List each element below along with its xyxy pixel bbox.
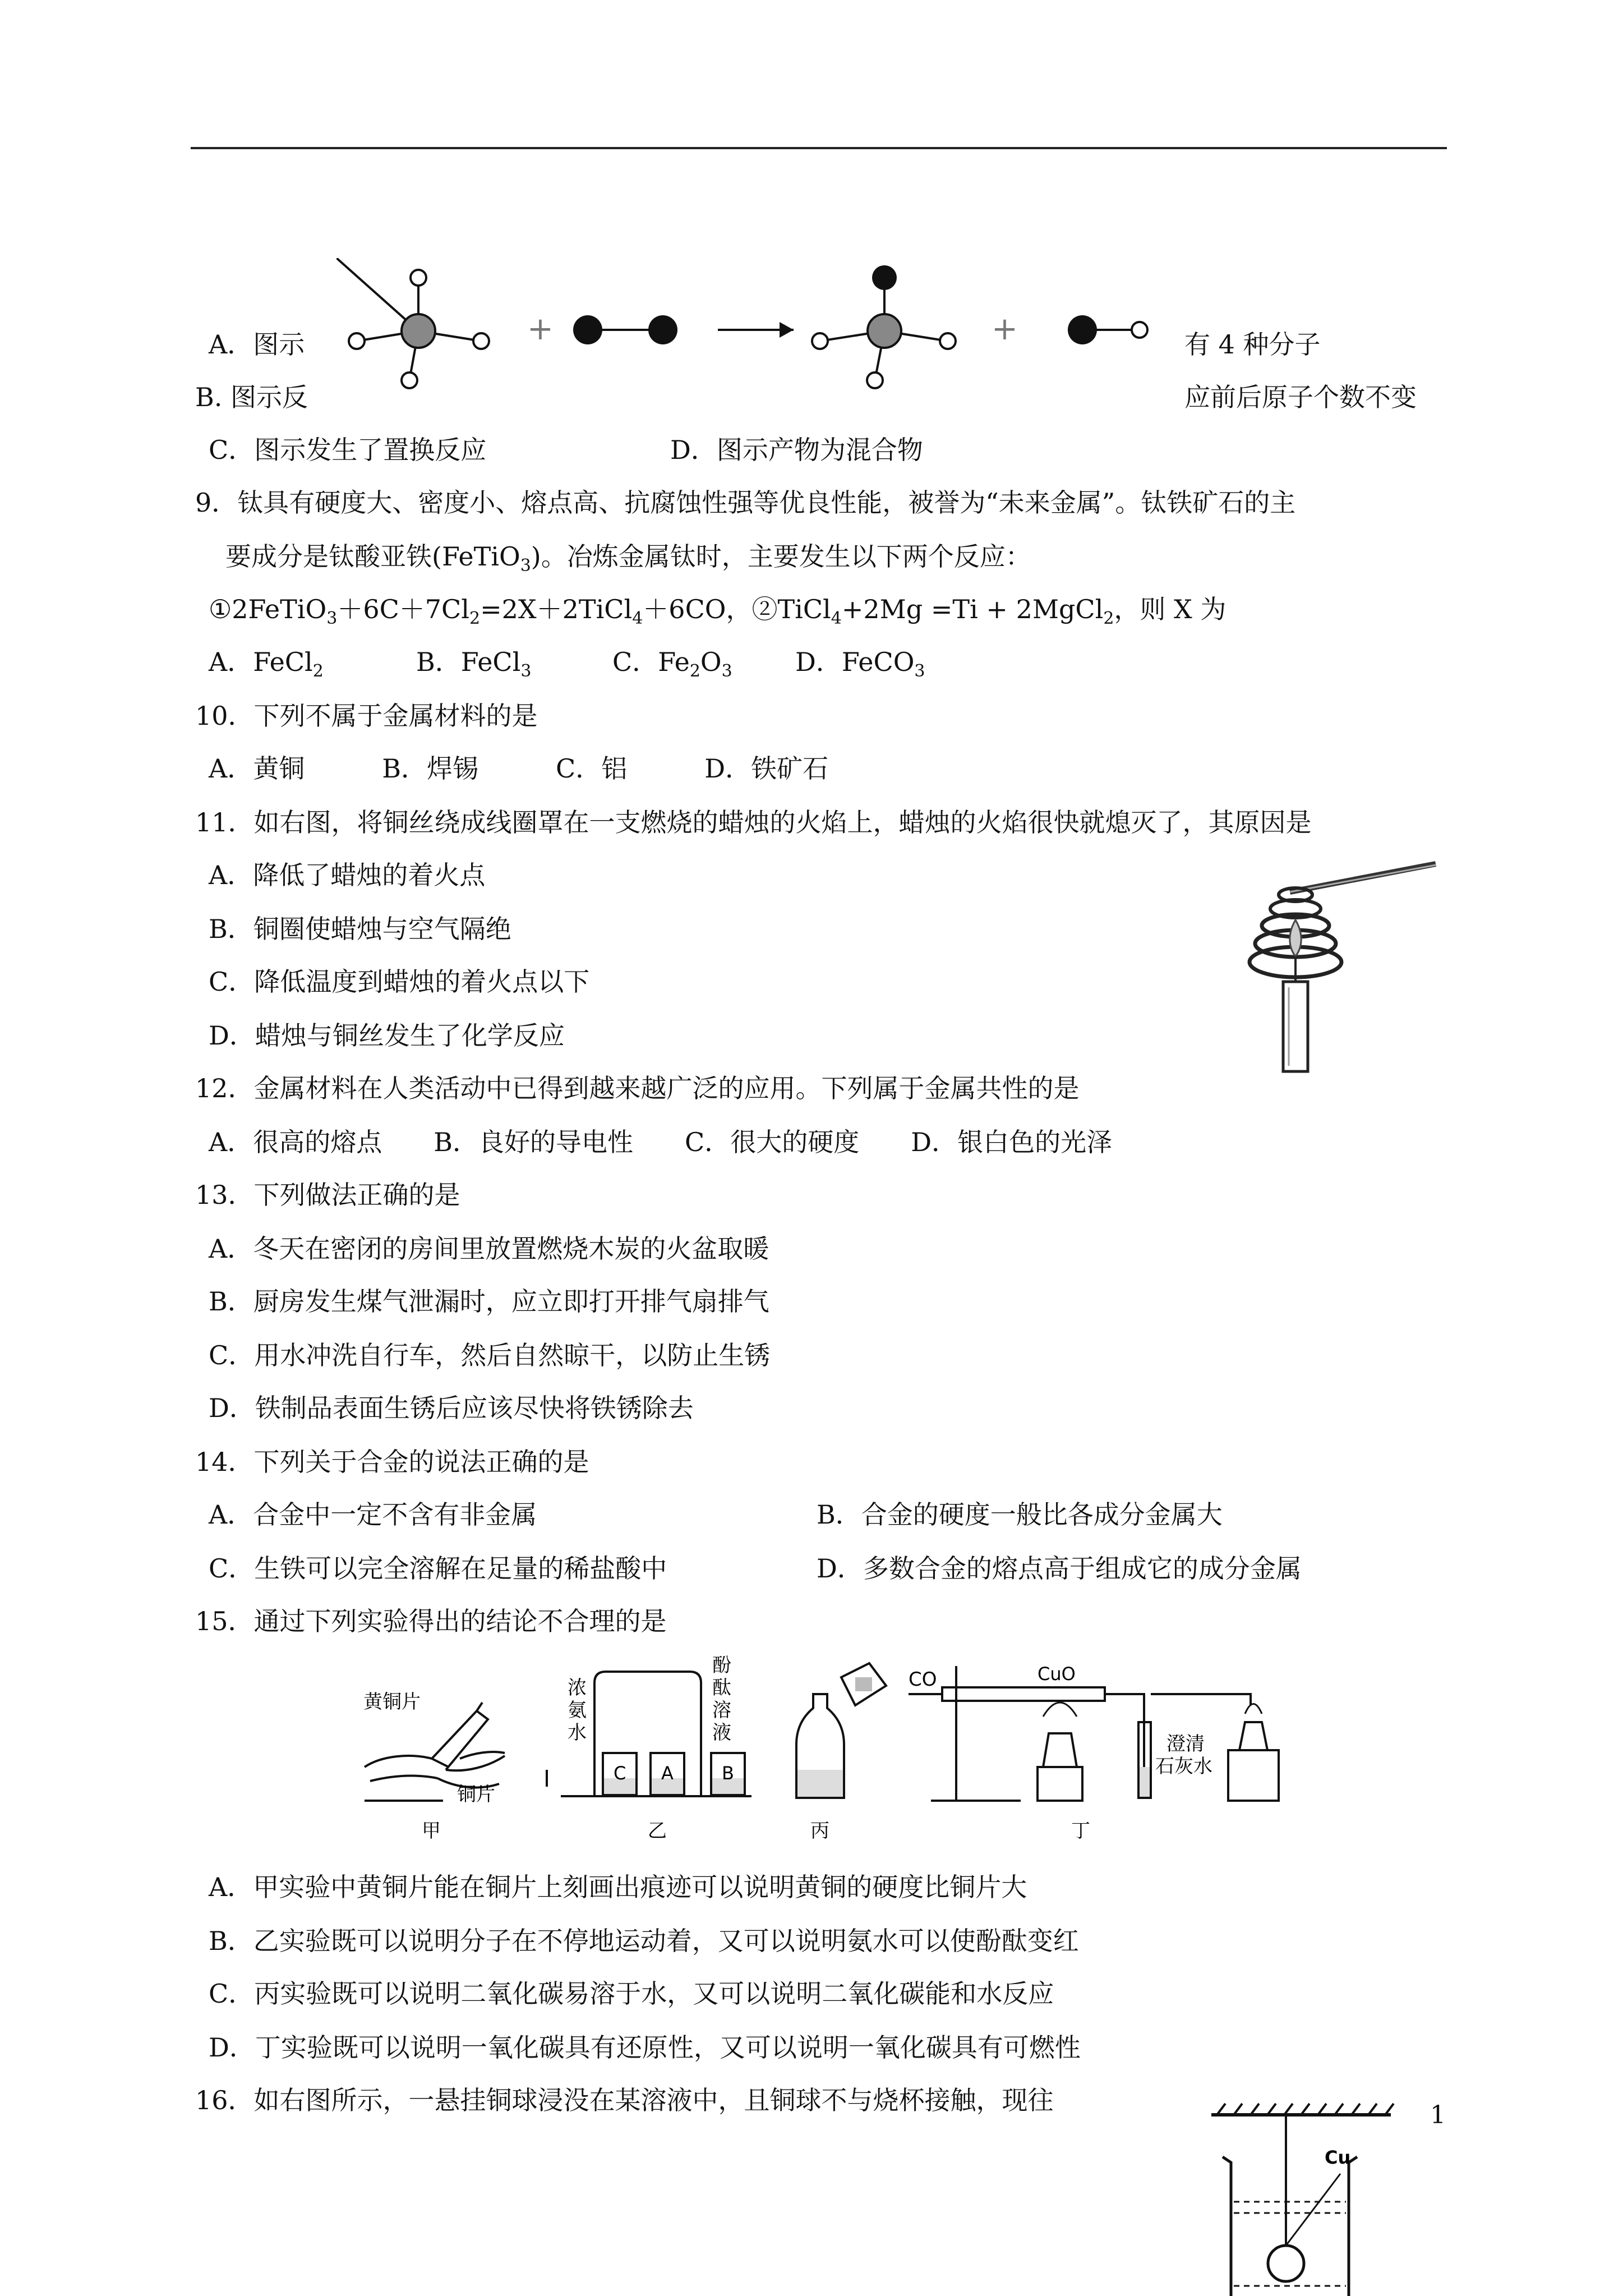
q13-option-b: B．厨房发生煤气泄漏时，应立即打开排气扇排气: [209, 1286, 769, 1317]
label-phenol-4: 液: [712, 1722, 731, 1744]
page-number: 1: [1430, 2101, 1446, 2129]
q13-option-d: D．铁制品表面生锈后应该尽快将铁锈除去: [209, 1393, 694, 1423]
copper-ball-beaker-figure: [1206, 2095, 1396, 2296]
q9-option-d: D．FeCO$_3$: [795, 647, 925, 681]
label-bing: 丙: [810, 1820, 829, 1842]
q16-stem: 16．如右图所示，一悬挂铜球浸没在某溶液中，且铜球不与烧杯接触，现往: [195, 2085, 1054, 2115]
q8-option-c: C．图示发生了置换反应: [209, 435, 487, 465]
q15-option-a: A．甲实验中黄铜片能在铜片上刻画出痕迹可以说明黄铜的硬度比铜片大: [209, 1872, 1027, 1902]
q15-option-b: B．乙实验既可以说明分子在不停地运动着，又可以说明氨水可以使酚酞变红: [209, 1926, 1079, 1956]
q15-option-d: D．丁实验既可以说明一氧化碳具有还原性，又可以说明一氧化碳具有可燃性: [209, 2032, 1081, 2063]
q12-stem: 12．金属材料在人类活动中已得到越来越广泛的应用。下列属于金属共性的是: [195, 1073, 1080, 1103]
label-ding: 丁: [1071, 1820, 1090, 1842]
q10-stem: 10．下列不属于金属材料的是: [195, 701, 538, 731]
svg-text:+: +: [992, 311, 1018, 347]
label-cu: Cu: [1325, 2147, 1351, 2168]
label-phenol-3: 溶: [712, 1699, 731, 1722]
molecule-reaction-diagram: [336, 258, 1161, 398]
label-cup-c: C: [614, 1763, 626, 1784]
q11-option-b: B．铜圈使蜡烛与空气隔绝: [209, 914, 511, 944]
label-limewater-2: 石灰水: [1155, 1755, 1212, 1778]
q11-stem: 11．如右图，将铜丝绕成线圈罩在一支燃烧的蜡烛的火焰上，蜡烛的火焰很快就熄灭了，其原因是: [195, 807, 1312, 838]
label-cuo: CuO: [1038, 1663, 1076, 1685]
q9-stem-line1: 9．钛具有硬度大、密度小、熔点高、抗腐蚀性强等优良性能，被誉为“未来金属”。钛铁矿石的主: [195, 487, 1296, 518]
q15-option-c: C．丙实验既可以说明二氧化碳易溶于水，又可以说明二氧化碳能和水反应: [209, 1978, 1054, 2009]
label-co: CO: [909, 1668, 937, 1691]
label-ammonia-2: 氨: [568, 1699, 587, 1722]
q9-stem-line2: 要成分是钛酸亚铁(FeTiO$_3$)。冶炼金属钛时，主要发生以下两个反应：: [225, 541, 1031, 576]
q11-option-d: D．蜡烛与铜丝发生了化学反应: [209, 1020, 565, 1051]
q12-options: A．很高的熔点 B．良好的导电性 C．很大的硬度 D．银白色的光泽: [209, 1127, 1113, 1157]
q11-option-a: A．降低了蜡烛的着火点: [209, 860, 486, 890]
header-rule: [191, 147, 1447, 149]
q14-stem: 14．下列关于合金的说法正确的是: [195, 1447, 589, 1477]
label-jia: 甲: [422, 1820, 441, 1842]
q8-option-a-right: 有 4 种分子: [1184, 329, 1321, 360]
copper-coil-candle-figure: [1223, 853, 1447, 1083]
q9-option-c: C．$Fe_2O_3$: [612, 647, 732, 681]
q8-option-b-left: B. 图示反: [195, 382, 308, 412]
label-limewater-1: 澄清: [1166, 1733, 1205, 1755]
q9-option-b: B．FeCl$_3$: [416, 647, 532, 681]
label-cup-b: B: [722, 1763, 734, 1784]
q8-option-a-left: A．图示: [209, 329, 305, 360]
label-cup-a: A: [661, 1763, 674, 1784]
q13-option-a: A．冬天在密闭的房间里放置燃烧木炭的火盆取暖: [209, 1234, 769, 1264]
svg-text:+: +: [527, 311, 554, 347]
q9-equations: $①2FeTiO_3+6C+7Cl_2=2X+2TiCl_4+6CO$，②TiCl$_4$+2Mg =Ti + 2MgCl$_2$，则 X 为: [209, 594, 1227, 628]
q14-option-c: C．生铁可以完全溶解在足量的稀盐酸中: [209, 1553, 667, 1584]
label-ammonia-3: 水: [568, 1722, 587, 1744]
q13-option-c: C．用水冲洗自行车，然后自然晾干，以防止生锈: [209, 1340, 771, 1370]
q8-option-b-right: 应前后原子个数不变: [1184, 382, 1417, 412]
label-copper-plate: 铜片: [457, 1783, 495, 1806]
experiment-ding: [909, 1666, 1279, 1801]
q14-option-b: B．合金的硬度一般比各成分金属大: [817, 1499, 1223, 1530]
q14-option-d: D．多数合金的熔点高于组成它的成分金属: [817, 1553, 1302, 1584]
label-phenol-2: 酞: [712, 1677, 731, 1699]
label-brass-plate: 黄铜片: [363, 1691, 421, 1713]
q9-option-a: A．FeCl$_2$: [209, 647, 324, 681]
q8-option-d: D．图示产物为混合物: [670, 435, 923, 465]
q10-options: A．黄铜 B．焊锡 C．铝 D．铁矿石: [209, 753, 829, 784]
label-yi: 乙: [648, 1820, 667, 1842]
q11-option-c: C．降低温度到蜡烛的着火点以下: [209, 967, 590, 997]
q15-stem: 15．通过下列实验得出的结论不合理的是: [195, 1606, 667, 1636]
label-phenol-1: 酚: [712, 1655, 731, 1677]
q14-option-a: A．合金中一定不含有非金属: [209, 1499, 537, 1530]
q15-experiment-figure: [348, 1655, 1312, 1862]
q13-stem: 13．下列做法正确的是: [195, 1180, 460, 1210]
label-ammonia-1: 浓: [568, 1677, 587, 1699]
